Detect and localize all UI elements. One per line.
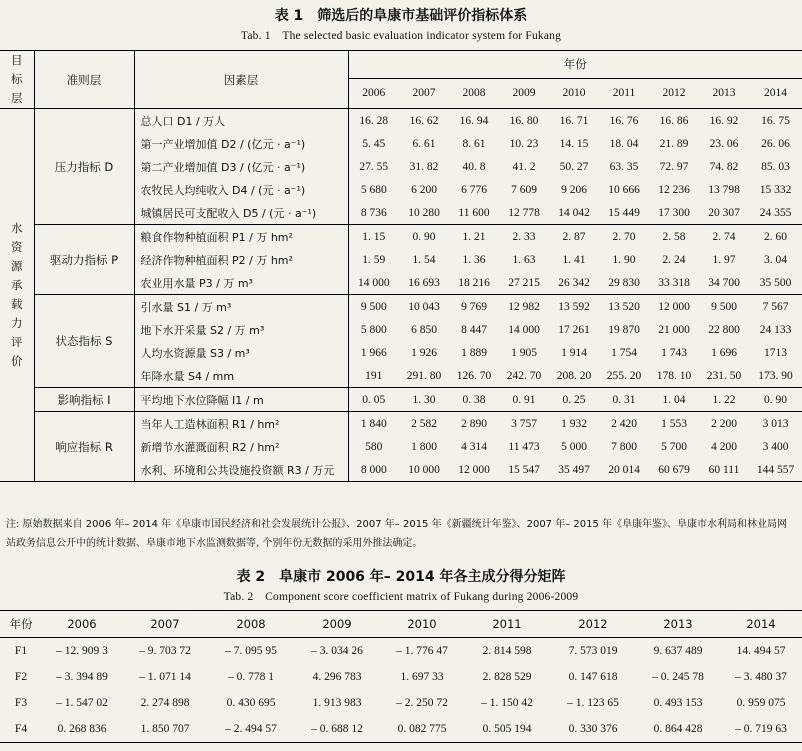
factor-cell: 年降水量 S4 / mm	[134, 364, 348, 388]
value-cell: 1. 63	[512, 253, 536, 266]
criterion-cell: 影响指标 I	[34, 388, 134, 412]
value-cell: 13 520	[599, 295, 649, 319]
value-cell: 3 757	[499, 412, 549, 436]
value-cell: 33 318	[658, 276, 690, 289]
score-year-header: 2014	[720, 611, 802, 638]
value-cell: 5 680	[360, 183, 387, 196]
header-year: 年份	[348, 51, 802, 79]
value-cell: 0. 25	[549, 388, 599, 412]
score-cell: – 2. 250 72	[396, 697, 448, 709]
value-cell: 1. 54	[412, 253, 436, 266]
score-cell: 1. 850 707	[122, 716, 208, 743]
value-cell: 2. 70	[599, 225, 649, 249]
factor-cell: 城镇居民可支配收入 D5 / (元 · a⁻¹)	[134, 201, 348, 225]
component-label: F4	[0, 716, 42, 743]
value-cell: 8 000	[348, 458, 399, 482]
value-cell: 16. 92	[709, 114, 739, 127]
value-cell: 9 769	[449, 295, 499, 319]
score-row	[0, 638, 802, 665]
value-cell: 21. 89	[659, 137, 689, 150]
score-cell: – 9. 703 72	[139, 645, 191, 657]
value-cell: 1713	[764, 346, 787, 359]
indicator-table-body	[0, 109, 802, 482]
value-cell: 1 553	[649, 412, 699, 436]
factor-cell: 地下水开采量 S2 / 万 m³	[134, 318, 348, 341]
value-cell: 2 890	[449, 412, 499, 436]
value-cell: 15 449	[608, 206, 640, 219]
value-cell: 16. 71	[559, 114, 589, 127]
value-cell: 21 000	[658, 323, 690, 336]
score-row	[0, 716, 802, 743]
score-cell: 0. 430 695	[226, 697, 276, 709]
value-cell: 1. 59	[362, 253, 386, 266]
value-cell: 41. 2	[512, 160, 536, 173]
value-cell: 16. 75	[761, 114, 790, 127]
table1-caption-en: Tab. 1 The selected basic evaluation indicator system for Fukang	[240, 30, 562, 42]
value-cell: 16. 94	[459, 114, 489, 127]
value-cell: 19 870	[608, 323, 640, 336]
value-cell: 8. 61	[462, 137, 486, 150]
factor-cell: 引水量 S1 / 万 m³	[134, 295, 348, 319]
value-cell: 18. 04	[609, 137, 639, 150]
value-cell: 2. 87	[549, 225, 599, 249]
value-cell: 580	[365, 440, 383, 453]
value-cell: 0. 31	[599, 388, 649, 412]
score-year-header: 2008	[208, 611, 294, 638]
goal-layer-char: 水	[11, 221, 23, 235]
value-cell: 3. 04	[764, 253, 787, 266]
score-cell: – 0. 778 1	[228, 671, 274, 683]
value-cell: 2. 58	[649, 225, 699, 249]
header-year-label: 年份	[0, 611, 42, 638]
score-cell: 14. 494 57	[736, 645, 786, 657]
value-cell: 10 666	[608, 183, 640, 196]
value-cell: 1. 41	[562, 253, 586, 266]
score-row	[0, 690, 802, 716]
value-cell: 16. 86	[659, 114, 689, 127]
value-cell: 12 000	[449, 458, 499, 482]
value-cell: 60 111	[699, 458, 749, 482]
value-cell: 17 300	[658, 206, 690, 219]
score-table-body	[0, 638, 802, 743]
score-year-header: 2010	[380, 611, 464, 638]
year-header-cell: 2011	[599, 78, 649, 108]
value-cell: 2. 24	[662, 253, 686, 266]
value-cell: 173. 90	[758, 369, 793, 382]
score-cell: – 0. 245 78	[652, 671, 704, 683]
value-cell: 40. 8	[462, 160, 486, 173]
factor-cell: 人均水资源量 S3 / m³	[134, 341, 348, 364]
value-cell: 1 754	[611, 346, 637, 359]
factor-cell: 总人口 D1 / 万人	[134, 109, 348, 133]
score-cell: 1. 913 983	[312, 697, 362, 709]
value-cell: 208. 20	[556, 369, 592, 382]
value-cell: 2. 74	[699, 225, 749, 249]
score-cell: 1. 697 33	[400, 671, 444, 683]
value-cell: 26 342	[558, 276, 590, 289]
score-year-header: 2007	[122, 611, 208, 638]
value-cell: 5. 45	[362, 137, 386, 150]
score-cell: 4. 296 783	[312, 671, 362, 683]
value-cell: 5 800	[360, 323, 387, 336]
value-cell: 1 889	[461, 346, 487, 359]
value-cell: 2 582	[399, 412, 449, 436]
value-cell: 27. 55	[359, 160, 389, 173]
value-cell: 13 798	[708, 183, 740, 196]
value-cell: 13 592	[549, 295, 599, 319]
value-cell: 9 500	[699, 295, 749, 319]
score-cell: 2. 814 598	[482, 645, 532, 657]
value-cell: 6. 61	[412, 137, 436, 150]
value-cell: 126. 70	[456, 369, 492, 382]
value-cell: 1. 21	[449, 225, 499, 249]
value-cell: 6 776	[461, 183, 487, 196]
value-cell: 16 693	[408, 276, 440, 289]
table1-note: 注: 原始数据来自 2006 年– 2014 年《阜康市国民经济和社会发展统计公报》、2007 年– 2015 年《新疆统计年鉴》、2007 年– 2015 年《阜康年鉴》、阜康市水利局和林业局网站政务信息公开中的统计数据、阜康市地下水监测数据等, 个别年份无数据的采用外推法确定。	[6, 519, 788, 549]
value-cell: 12 236	[658, 183, 690, 196]
score-cell: – 7. 095 95	[225, 645, 277, 657]
indicator-row	[0, 109, 802, 133]
score-cell: – 3. 394 89	[56, 671, 108, 683]
component-label: F1	[14, 645, 28, 657]
score-cell: 2. 828 529	[482, 671, 532, 683]
value-cell: 1. 30	[399, 388, 449, 412]
value-cell: 27 215	[508, 276, 540, 289]
score-cell: – 0. 719 63	[720, 716, 802, 743]
value-cell: 23. 06	[709, 137, 739, 150]
score-cell: – 1. 776 47	[396, 645, 448, 657]
value-cell: 29 830	[608, 276, 640, 289]
value-cell: 4 314	[461, 440, 487, 453]
value-cell: 1 840	[348, 412, 399, 436]
value-cell: 22 800	[708, 323, 740, 336]
value-cell: 1. 15	[348, 225, 399, 249]
value-cell: 0. 91	[499, 388, 549, 412]
value-cell: 14 042	[558, 206, 590, 219]
value-cell: 0. 38	[449, 388, 499, 412]
value-cell: 7 609	[511, 183, 537, 196]
header-goal: 目 标 层	[0, 51, 34, 109]
year-header-cell: 2006	[348, 78, 399, 108]
value-cell: 14 000	[357, 276, 390, 289]
indicator-row	[0, 225, 802, 249]
value-cell: 20 014	[599, 458, 649, 482]
score-cell: – 2. 494 57	[208, 716, 294, 743]
header-factor: 因素层	[134, 51, 348, 109]
value-cell: 2. 60	[749, 225, 802, 249]
score-year-header: 2011	[464, 611, 550, 638]
value-cell: 72. 97	[659, 160, 689, 173]
goal-layer-char: 承	[11, 278, 23, 292]
value-cell: 10 280	[408, 206, 440, 219]
component-label: F2	[14, 671, 28, 683]
criterion-cell: 响应指标 R	[34, 412, 134, 482]
value-cell: 26. 06	[761, 137, 790, 150]
score-cell: – 1. 547 02	[56, 697, 108, 709]
score-cell: – 1. 150 42	[481, 697, 533, 709]
value-cell: 5 000	[561, 440, 587, 453]
value-cell: 12 982	[499, 295, 549, 319]
year-header-cell: 2008	[449, 78, 499, 108]
value-cell: 144 557	[749, 458, 802, 482]
value-cell: 1. 97	[712, 253, 736, 266]
value-cell: 2 200	[699, 412, 749, 436]
year-header-cell: 2014	[749, 78, 802, 108]
value-cell: 1 743	[661, 346, 687, 359]
score-cell: 0. 082 775	[380, 716, 464, 743]
value-cell: 1 800	[411, 440, 437, 453]
score-cell: 7. 573 019	[568, 645, 618, 657]
goal-layer-char: 资	[11, 240, 23, 254]
factor-cell: 新增节水灌溉面积 R2 / hm²	[134, 435, 348, 458]
component-label: F3	[14, 697, 28, 709]
year-header-cell: 2007	[399, 78, 449, 108]
value-cell: 10 043	[399, 295, 449, 319]
factor-cell: 第一产业增加值 D2 / (亿元 · a⁻¹)	[134, 132, 348, 155]
value-cell: 60 679	[649, 458, 699, 482]
score-cell: – 1. 071 14	[139, 671, 191, 683]
value-cell: 63. 35	[609, 160, 639, 173]
year-header-cell: 2010	[549, 78, 599, 108]
indicator-row	[0, 295, 802, 319]
value-cell: 1 905	[511, 346, 537, 359]
value-cell: 1 914	[561, 346, 587, 359]
score-year-header: 2006	[42, 611, 122, 638]
value-cell: 1 696	[711, 346, 737, 359]
score-cell: 2. 274 898	[140, 697, 190, 709]
indicator-row	[0, 412, 802, 436]
criterion-cell: 驱动力指标 P	[34, 225, 134, 295]
score-cell: – 0. 688 12	[294, 716, 380, 743]
value-cell: 3 400	[762, 440, 789, 453]
value-cell: 3 013	[749, 412, 802, 436]
table2-caption: 表 2 阜康市 2006 年– 2014 年各主成分得分矩阵	[236, 569, 566, 585]
value-cell: 34 700	[708, 276, 740, 289]
value-cell: 10 000	[399, 458, 449, 482]
value-cell: 1. 36	[462, 253, 486, 266]
value-cell: 20 307	[708, 206, 740, 219]
value-cell: 35 500	[759, 276, 792, 289]
score-cell: 0. 864 428	[636, 716, 720, 743]
value-cell: 8 736	[360, 206, 387, 219]
value-cell: 1. 04	[649, 388, 699, 412]
value-cell: 1 932	[549, 412, 599, 436]
factor-cell: 当年人工造林面积 R1 / hm²	[134, 412, 348, 436]
value-cell: 0. 90	[749, 388, 802, 412]
score-cell: 0. 268 836	[42, 716, 122, 743]
goal-layer-char: 价	[11, 354, 23, 368]
value-cell: 74. 82	[709, 160, 739, 173]
value-cell: 6 850	[411, 323, 437, 336]
value-cell: 11 473	[508, 440, 540, 453]
factor-cell: 农牧民人均纯收入 D4 / (元 · a⁻¹)	[134, 178, 348, 201]
value-cell: 291. 80	[406, 369, 442, 382]
value-cell: 16. 28	[359, 114, 389, 127]
score-cell: 0. 330 376	[550, 716, 636, 743]
factor-cell: 第二产业增加值 D3 / (亿元 · a⁻¹)	[134, 155, 348, 178]
value-cell: 1. 90	[612, 253, 636, 266]
criterion-cell: 压力指标 D	[34, 109, 134, 225]
score-cell: – 12. 909 3	[56, 645, 108, 657]
score-cell: – 3. 034 26	[311, 645, 363, 657]
value-cell: 2. 33	[499, 225, 549, 249]
value-cell: 16. 80	[509, 114, 539, 127]
value-cell: 2 420	[599, 412, 649, 436]
value-cell: 4 200	[711, 440, 737, 453]
value-cell: 15 332	[759, 183, 792, 196]
value-cell: 242. 70	[506, 369, 542, 382]
value-cell: 85. 03	[761, 160, 790, 173]
value-cell: 5 700	[661, 440, 687, 453]
score-cell: 0. 493 153	[653, 697, 703, 709]
factor-cell: 平均地下水位降幅 I1 / m	[134, 388, 348, 412]
goal-layer-char: 评	[11, 335, 23, 349]
factor-cell: 农业用水量 P3 / 万 m³	[134, 271, 348, 295]
score-matrix-table	[0, 610, 802, 743]
score-year-header: 2012	[550, 611, 636, 638]
value-cell: 16. 76	[609, 114, 639, 127]
value-cell: 31. 82	[409, 160, 439, 173]
value-cell: 10. 23	[509, 137, 539, 150]
value-cell: 8 447	[461, 323, 487, 336]
year-header-cell: 2012	[649, 78, 699, 108]
value-cell: 1 926	[411, 346, 437, 359]
value-cell: 18 216	[458, 276, 490, 289]
value-cell: 12 778	[508, 206, 540, 219]
factor-cell: 经济作物种植面积 P2 / 万 hm²	[134, 248, 348, 271]
value-cell: 24 133	[759, 323, 792, 336]
value-cell: 0. 90	[399, 225, 449, 249]
score-year-header: 2009	[294, 611, 380, 638]
value-cell: 191	[365, 369, 383, 382]
value-cell: 50. 27	[559, 160, 589, 173]
value-cell: 1 966	[360, 346, 387, 359]
header-criterion: 准则层	[34, 51, 134, 109]
value-cell: 0. 05	[348, 388, 399, 412]
score-cell: – 1. 123 65	[567, 697, 619, 709]
value-cell: 17 261	[558, 323, 590, 336]
year-header-cell: 2013	[699, 78, 749, 108]
value-cell: 178. 10	[656, 369, 692, 382]
score-cell: 9. 637 489	[653, 645, 703, 657]
table2-caption-en: Tab. 2 Component score coefficient matrix of Fukang during 2006-2009	[223, 591, 579, 603]
value-cell: 9 500	[348, 295, 399, 319]
factor-cell: 水利、环境和公共设施投资额 R3 / 万元	[134, 458, 348, 482]
value-cell: 35 497	[549, 458, 599, 482]
score-cell: 0. 505 194	[464, 716, 550, 743]
value-cell: 11 600	[458, 206, 490, 219]
year-header-cell: 2009	[499, 78, 549, 108]
value-cell: 14. 15	[559, 137, 589, 150]
goal-layer-char: 源	[11, 259, 23, 273]
goal-layer-cell	[0, 109, 34, 482]
score-cell: – 3. 480 37	[735, 671, 787, 683]
value-cell: 15 547	[499, 458, 549, 482]
value-cell: 9 206	[561, 183, 587, 196]
goal-layer-char: 载	[11, 297, 23, 311]
goal-layer-char: 力	[11, 316, 23, 330]
value-cell: 6 200	[411, 183, 437, 196]
value-cell: 7 800	[611, 440, 637, 453]
value-cell: 24 355	[759, 206, 792, 219]
value-cell: 231. 50	[706, 369, 742, 382]
score-cell: 0. 959 075	[736, 697, 786, 709]
score-cell: 0. 147 618	[568, 671, 618, 683]
score-row	[0, 664, 802, 690]
table1-caption: 表 1 筛选后的阜康市基础评价指标体系	[274, 8, 528, 24]
factor-cell: 粮食作物种植面积 P1 / 万 hm²	[134, 225, 348, 249]
indicator-row	[0, 388, 802, 412]
value-cell: 255. 20	[606, 369, 642, 382]
score-year-header: 2013	[636, 611, 720, 638]
value-cell: 7 567	[749, 295, 802, 319]
value-cell: 12 000	[649, 295, 699, 319]
value-cell: 14 000	[508, 323, 540, 336]
indicator-table	[0, 50, 802, 482]
criterion-cell: 状态指标 S	[34, 295, 134, 388]
value-cell: 16. 62	[409, 114, 439, 127]
value-cell: 1. 22	[699, 388, 749, 412]
score-header-row	[0, 611, 802, 638]
